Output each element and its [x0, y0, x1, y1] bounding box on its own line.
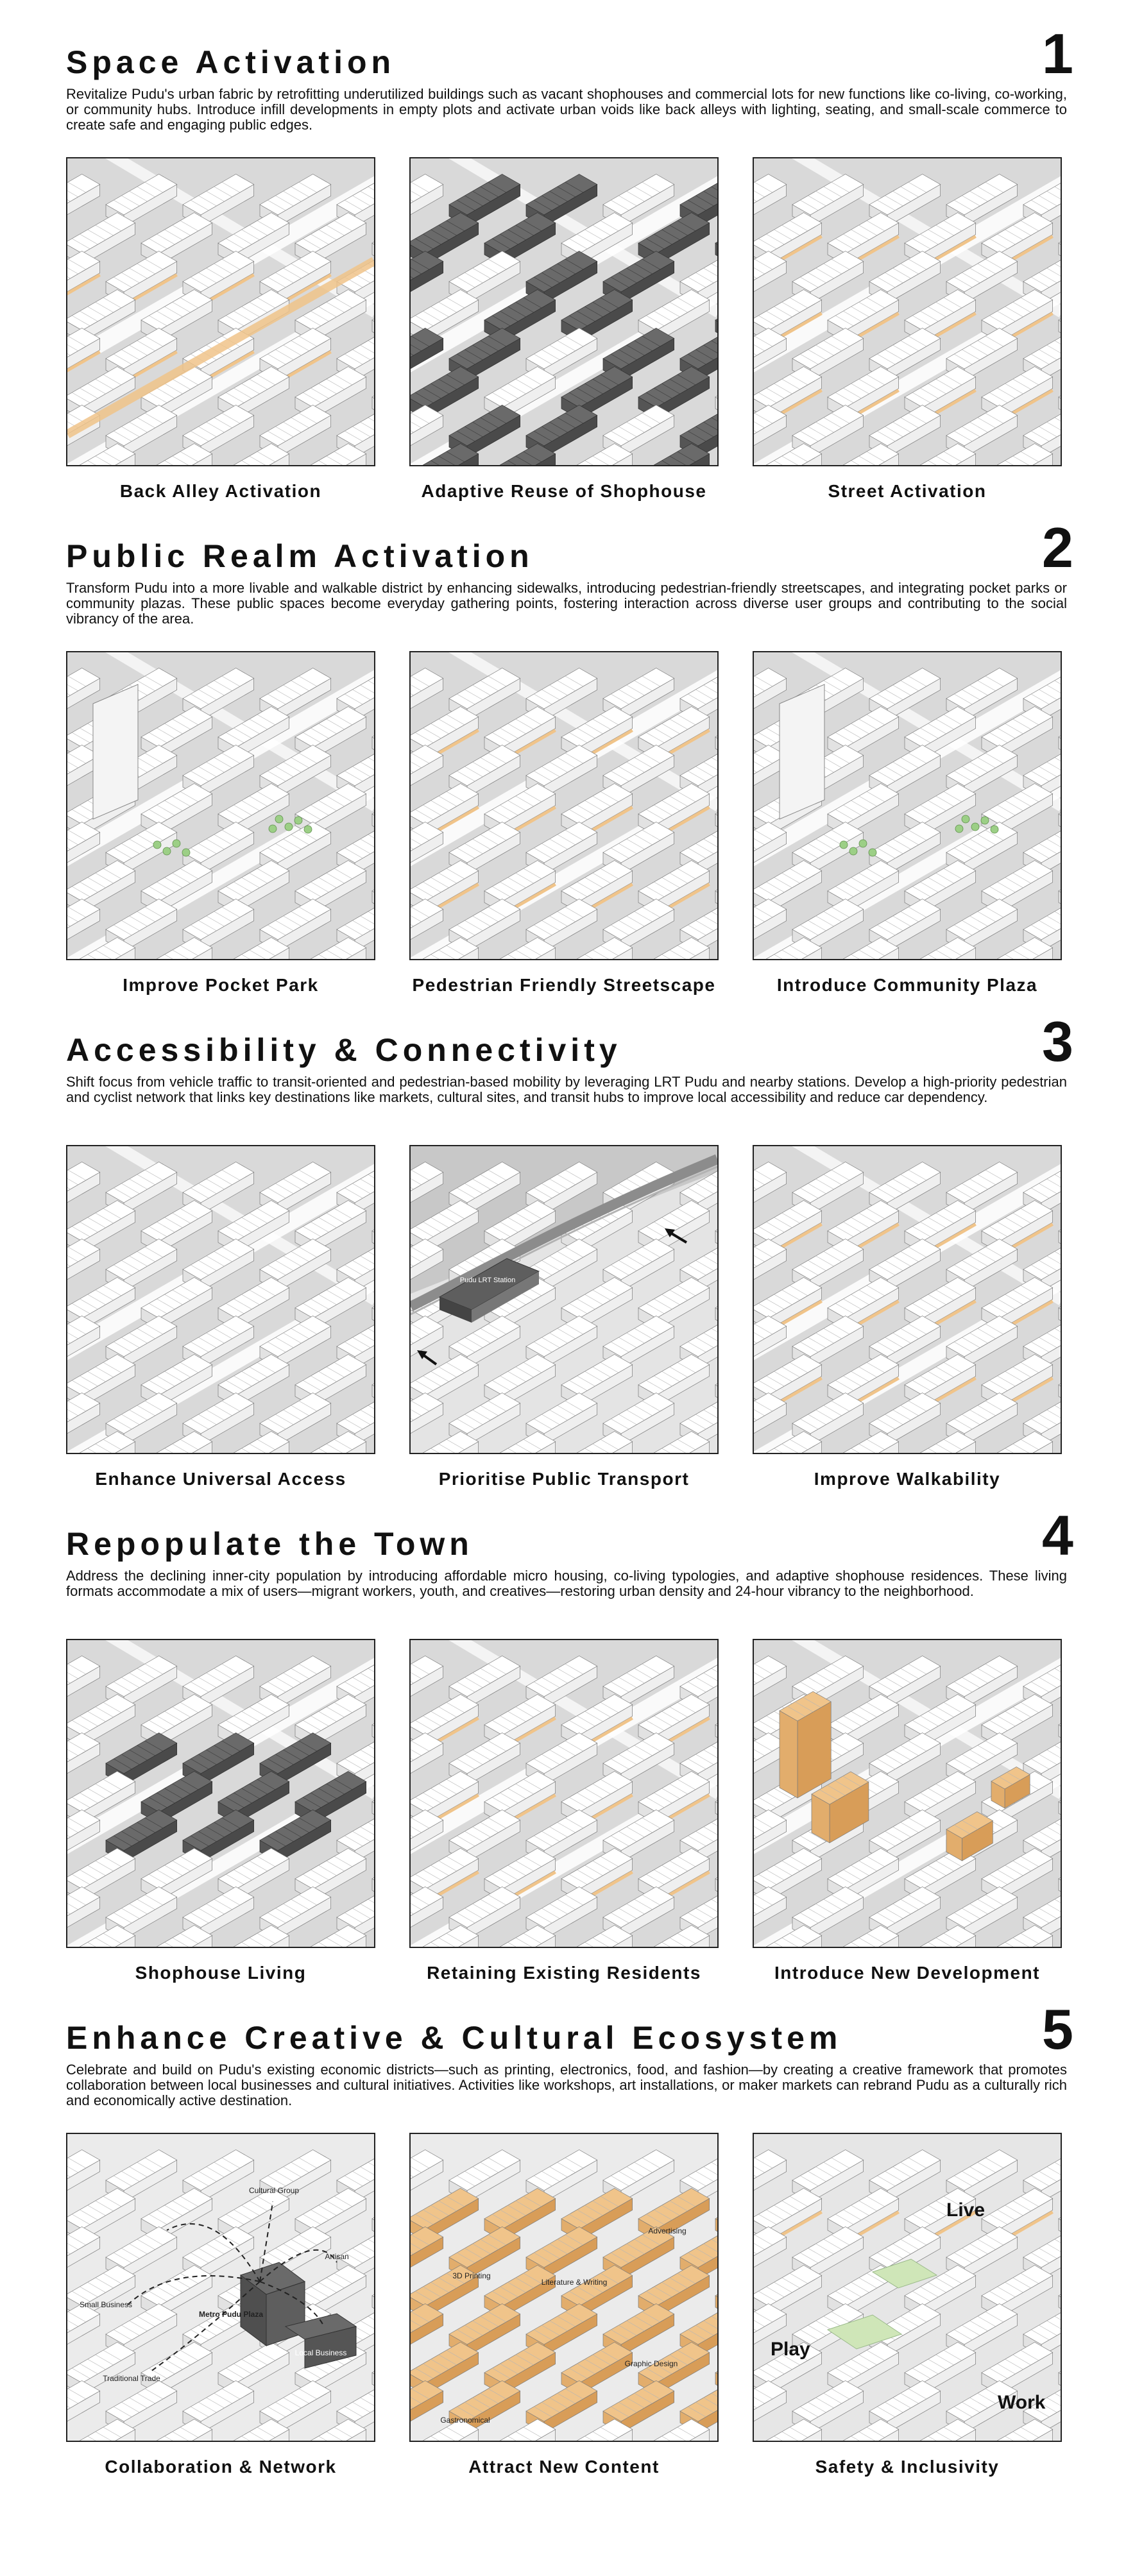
caption: Improve Walkability — [814, 1469, 1001, 1489]
diagram-pedestrian-streetscape — [409, 651, 719, 960]
section-number: 2 — [1042, 516, 1073, 579]
isometric-map — [754, 652, 1061, 959]
section-description: Address the declining inner-city population by introducing affordable micro housing, co-living typologies, and adaptive shophouse residences. These living formats accommodate a mix of users—migrant workers, youth, and creatives—restoring urban density and 24-hour vibrancy to the neighborhood. — [66, 1568, 1067, 1600]
label-hub: Metro Pudu Plaza — [198, 2310, 264, 2319]
diagram-walkability — [753, 1145, 1062, 1454]
caption: Enhance Universal Access — [95, 1469, 346, 1489]
isometric-map — [754, 158, 1061, 465]
label-work: Work — [998, 2392, 1046, 2413]
caption: Adaptive Reuse of Shophouse — [421, 481, 707, 501]
caption: Street Activation — [828, 481, 987, 501]
safety-map — [754, 2134, 1061, 2441]
diagram-community-plaza — [753, 651, 1062, 960]
label-3d-printing: 3D Printing — [452, 2271, 491, 2280]
isometric-map — [67, 1640, 374, 1947]
label-play: Play — [771, 2339, 810, 2360]
section-creative-cultural-ecosystem — [0, 1976, 1126, 2477]
section-number: 1 — [1042, 22, 1073, 85]
diagram-collaboration-network — [66, 2133, 375, 2442]
section-number: 5 — [1042, 1997, 1073, 2061]
isometric-map — [411, 1640, 717, 1947]
diagram-adaptive-reuse — [409, 157, 719, 466]
isometric-map — [754, 1146, 1061, 1453]
caption: Pedestrian Friendly Streetscape — [412, 975, 716, 995]
caption: Shophouse Living — [135, 1963, 307, 1983]
section-description: Transform Pudu into a more livable and walkable district by enhancing sidewalks, introducing pedestrian-friendly streetscapes, and integrating pocket parks or community plazas. These public spaces become everyday gathering points, fostering interaction across diverse user groups and contributing to the social vibrancy of the area. — [66, 580, 1067, 627]
section-number: 4 — [1042, 1504, 1073, 1567]
caption: Collaboration & Network — [105, 2457, 337, 2477]
label-local-business: Local Business — [294, 2348, 347, 2357]
diagram-shophouse-living — [66, 1639, 375, 1948]
isometric-map — [411, 158, 717, 465]
section-space-activation — [0, 0, 1126, 501]
section-repopulate-town — [0, 1482, 1126, 1983]
caption: Prioritise Public Transport — [438, 1469, 690, 1489]
caption: Back Alley Activation — [119, 481, 322, 501]
diagram-new-development — [753, 1639, 1062, 1948]
diagram-new-content — [409, 2133, 719, 2442]
label-gastronomical: Gastronomical — [440, 2416, 490, 2425]
caption: Retaining Existing Residents — [427, 1963, 701, 1983]
section-title: Space Activation — [66, 44, 396, 80]
section-title: Public Realm Activation — [66, 538, 534, 574]
network-map — [67, 2134, 374, 2441]
label-literature-writing: Literature & Writing — [541, 2278, 608, 2287]
diagram-public-transport — [409, 1145, 719, 1454]
transit-map — [411, 1146, 717, 1453]
caption: Introduce New Development — [774, 1963, 1040, 1983]
section-description: Revitalize Pudu's urban fabric by retrofitting underutilized buildings such as vacant shophouses and commercial lots for new functions like co-living, co-working, or community hubs. Introduce infill developments in empty plots and activate urban voids like back alleys with lighting, seating, and small-scale commerce to create safe and engaging public edges. — [66, 86, 1067, 133]
label-live: Live — [946, 2199, 985, 2221]
isometric-map — [67, 158, 374, 465]
diagram-street-activation — [753, 157, 1062, 466]
diagram-existing-residents — [409, 1639, 719, 1948]
label-small-business: Small Business — [79, 2300, 133, 2309]
diagram-pocket-park — [66, 651, 375, 960]
diagram-back-alley-activation — [66, 157, 375, 466]
caption: Improve Pocket Park — [123, 975, 319, 995]
section-number: 3 — [1042, 1010, 1073, 1073]
label-graphic-design: Graphic Design — [624, 2359, 678, 2368]
section-title: Repopulate the Town — [66, 1526, 473, 1562]
caption: Safety & Inclusivity — [815, 2457, 1000, 2477]
lrt-station-label: Pudu LRT Station — [459, 1276, 516, 1284]
isometric-map — [754, 1640, 1061, 1947]
isometric-map — [411, 652, 717, 959]
label-advertising: Advertising — [648, 2226, 687, 2235]
section-public-realm-activation — [0, 494, 1126, 995]
section-description: Celebrate and build on Pudu's existing economic districts—such as printing, electronics, food, and fashion—by creating a creative framework that promotes collaboration between local businesses and cultural initiatives. Activities like workshops, art installations, or maker markets can rebrand Pudu as a culturally rich and economically active destination. — [66, 2062, 1067, 2109]
label-cultural-group: Cultural Group — [248, 2186, 300, 2195]
section-description: Shift focus from vehicle traffic to transit-oriented and pedestrian-based mobility by leveraging LRT Pudu and nearby stations. Develop a high-priority pedestrian and cyclist network that links key destinations like markets, cultural sites, and transit hubs to improve local accessibility and reduce car dependency. — [66, 1074, 1067, 1106]
isometric-map — [67, 1146, 374, 1453]
label-traditional-trade: Traditional Trade — [103, 2374, 160, 2383]
section-title: Accessibility & Connectivity — [66, 1032, 622, 1068]
diagram-safety-inclusivity — [753, 2133, 1062, 2442]
caption: Introduce Community Plaza — [776, 975, 1038, 995]
diagram-universal-access — [66, 1145, 375, 1454]
section-accessibility-connectivity — [0, 988, 1126, 1489]
section-title: Enhance Creative & Cultural Ecosystem — [66, 2020, 842, 2056]
isometric-map — [67, 652, 374, 959]
caption: Attract New Content — [468, 2457, 660, 2477]
label-artisan: Artisan — [325, 2252, 349, 2261]
content-map — [411, 2134, 717, 2441]
